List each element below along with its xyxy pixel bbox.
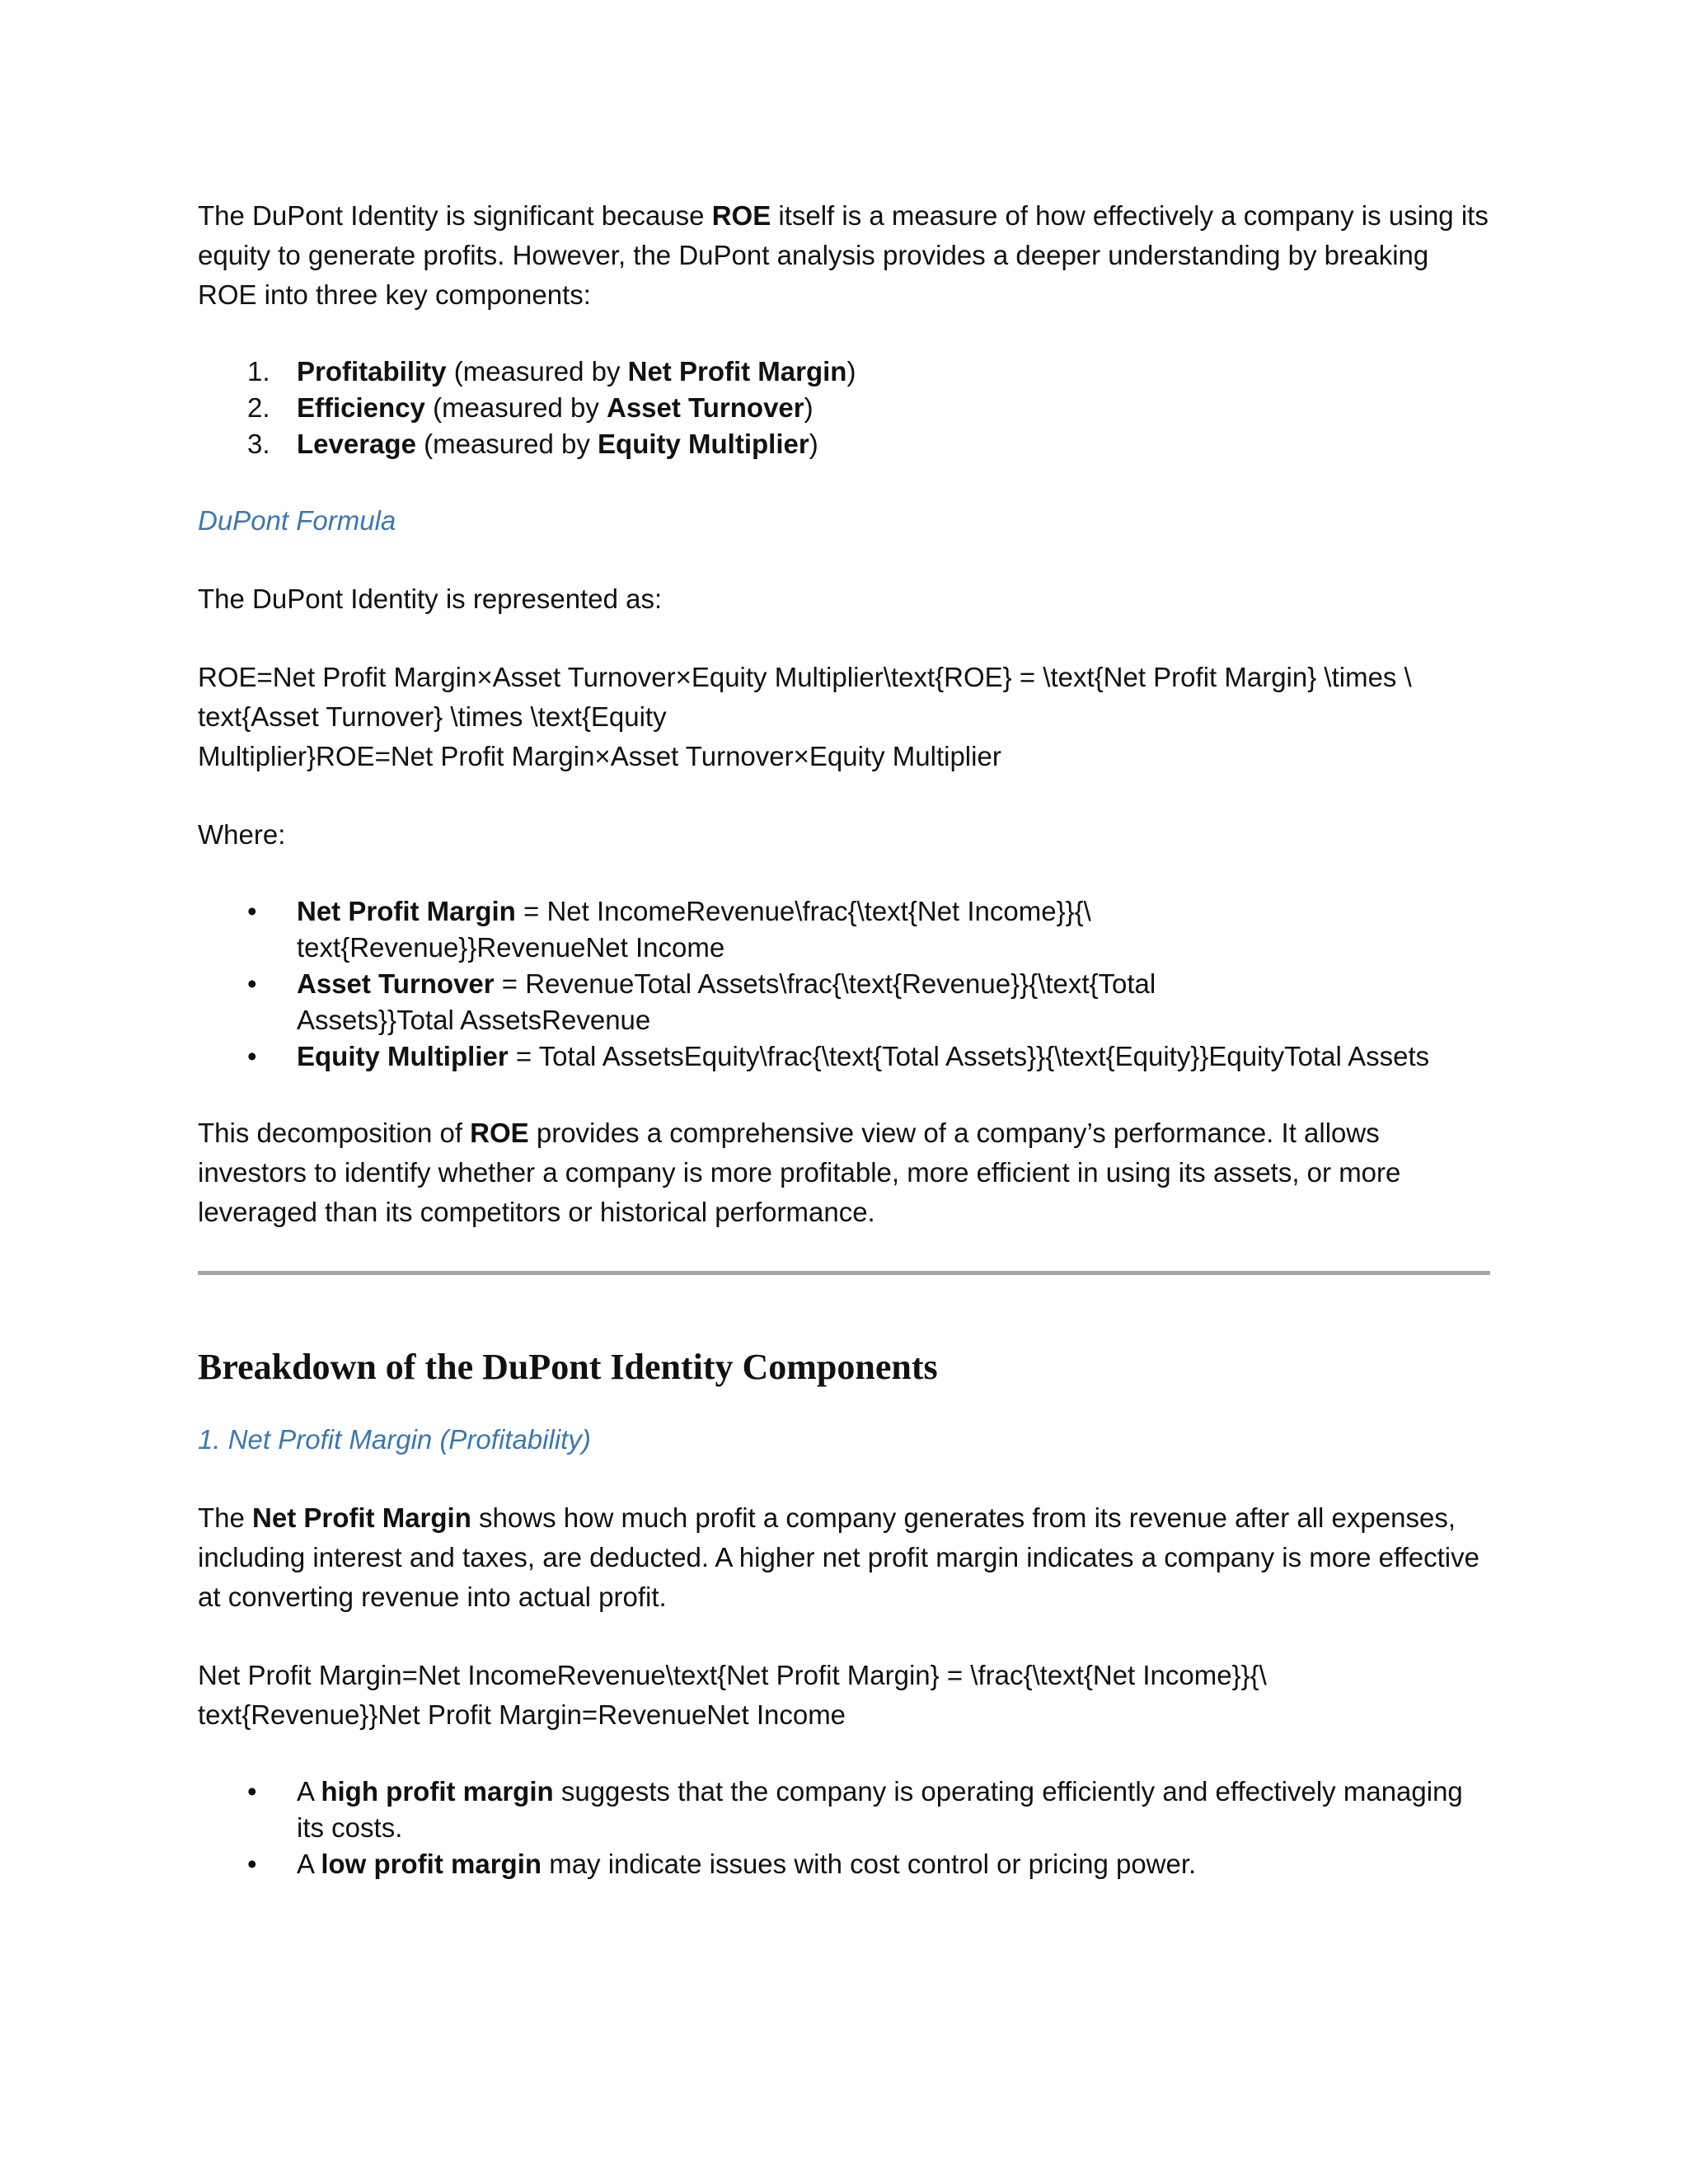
margin-point-pre: A	[297, 1776, 321, 1807]
npm-paragraph	[198, 1498, 1490, 1617]
component-end-text: )	[804, 392, 814, 423]
component-item-leverage	[198, 426, 1490, 462]
component-end-text: )	[846, 356, 856, 387]
component-term: Profitability	[297, 356, 447, 387]
formula-heading: DuPont Formula	[198, 505, 396, 536]
margin-point-term: high profit margin	[321, 1776, 554, 1807]
component-measure: Asset Turnover	[607, 392, 804, 423]
represented-text: The DuPont Identity is represented as:	[198, 583, 663, 614]
document-content	[198, 196, 1490, 1882]
roe-formula	[198, 658, 1490, 776]
margin-point-low	[198, 1846, 1490, 1882]
intro-roe-bold: ROE	[711, 200, 771, 231]
definition-item-asset-turnover	[198, 966, 1490, 1038]
components-list	[198, 354, 1490, 462]
npm-formula	[198, 1656, 1490, 1735]
formula-line-3: Multiplier}ROE=Net Profit Margin×Asset Turnover×Equity Multiplier	[198, 741, 1001, 771]
bullet-icon: •	[247, 1041, 257, 1071]
definition-term: Net Profit Margin	[297, 896, 516, 926]
component-term: Leverage	[297, 429, 416, 459]
npm-formula-line-2: text{Revenue}}Net Profit Margin=RevenueNet Income	[198, 1699, 846, 1730]
definition-term: Asset Turnover	[297, 968, 495, 999]
formula-line-1: ROE=Net Profit Margin×Asset Turnover×Equity Multiplier\text{ROE} = \text{Net Profit Margin} \times \	[198, 662, 1412, 692]
component-end-text: )	[809, 429, 818, 459]
margin-point-pre: A	[297, 1849, 321, 1879]
breakdown-title: Breakdown of the DuPont Identity Components	[198, 1347, 938, 1387]
definitions-list	[198, 893, 1490, 1075]
list-number: 3.	[247, 429, 270, 459]
horizontal-divider	[198, 1271, 1490, 1275]
margin-point-high	[198, 1774, 1490, 1846]
definition-item-equity-multiplier	[198, 1038, 1490, 1075]
decomposition-text-2: provides a comprehensive view of a company’s performance. It allows investors to identify whether a company is more profitable, more efficient in using its assets, or more leveraged than its competitors or historical performance.	[198, 1118, 1401, 1227]
definition-line-1: = Total AssetsEquity\frac{\text{Total Assets}}{\text{Equity}}EquityTotal Assets	[508, 1041, 1430, 1071]
intro-text-1: The DuPont Identity is significant because	[198, 200, 712, 231]
definition-line-1: = RevenueTotal Assets\frac{\text{Revenue}}{\text{Total	[494, 968, 1156, 999]
list-number: 2.	[247, 392, 270, 423]
component-item-efficiency	[198, 390, 1490, 426]
component-measure: Equity Multiplier	[598, 429, 809, 459]
component-mid-text: (measured by	[424, 392, 607, 423]
npm-bold-term: Net Profit Margin	[252, 1502, 471, 1533]
where-label: Where:	[198, 819, 286, 850]
npm-heading: 1. Net Profit Margin (Profitability)	[198, 1424, 591, 1455]
decomposition-paragraph	[198, 1113, 1490, 1232]
definition-item-net-profit-margin	[198, 893, 1490, 966]
component-term: Efficiency	[297, 392, 425, 423]
decomposition-roe-bold: ROE	[470, 1118, 529, 1148]
component-mid-text: (measured by	[415, 429, 598, 459]
bullet-icon: •	[247, 1776, 257, 1807]
npm-text-2: shows how much profit a company generates from its revenue after all expenses, including interest and taxes, are deducted. A higher net profit margin indicates a company is more effective at converting revenue into actual profit.	[198, 1502, 1479, 1612]
npm-text-1: The	[198, 1502, 253, 1533]
formula-line-2: text{Asset Turnover} \times \text{Equity	[198, 701, 667, 732]
definition-line-2: Assets}}Total AssetsRevenue	[297, 1005, 651, 1035]
bullet-icon: •	[247, 1849, 257, 1879]
bullet-icon: •	[247, 968, 257, 999]
component-mid-text: (measured by	[446, 356, 628, 387]
bullet-icon: •	[247, 896, 257, 926]
list-number: 1.	[247, 356, 270, 387]
component-item-profitability	[198, 354, 1490, 390]
intro-text-2: itself is a measure of how effectively a company is using its equity to generate profits. However, the DuPont analysis provides a deeper understanding by breaking ROE into three key components:	[198, 200, 1489, 310]
definition-term: Equity Multiplier	[297, 1041, 509, 1071]
margin-point-post: may indicate issues with cost control or pricing power.	[542, 1849, 1197, 1879]
npm-formula-line-1: Net Profit Margin=Net IncomeRevenue\text{Net Profit Margin} = \frac{\text{Net Income}}{\	[198, 1660, 1267, 1690]
definition-line-1: = Net IncomeRevenue\frac{\text{Net Income}}{\	[515, 896, 1091, 926]
decomposition-text-1: This decomposition of	[198, 1118, 471, 1148]
intro-paragraph	[198, 196, 1490, 315]
component-measure: Net Profit Margin	[627, 356, 847, 387]
definition-line-2: text{Revenue}}RevenueNet Income	[297, 932, 725, 963]
margin-point-post: suggests that the company is operating efficiently and effectively managing its costs.	[297, 1776, 1463, 1843]
margin-point-term: low profit margin	[321, 1849, 542, 1879]
margin-points-list	[198, 1774, 1490, 1882]
